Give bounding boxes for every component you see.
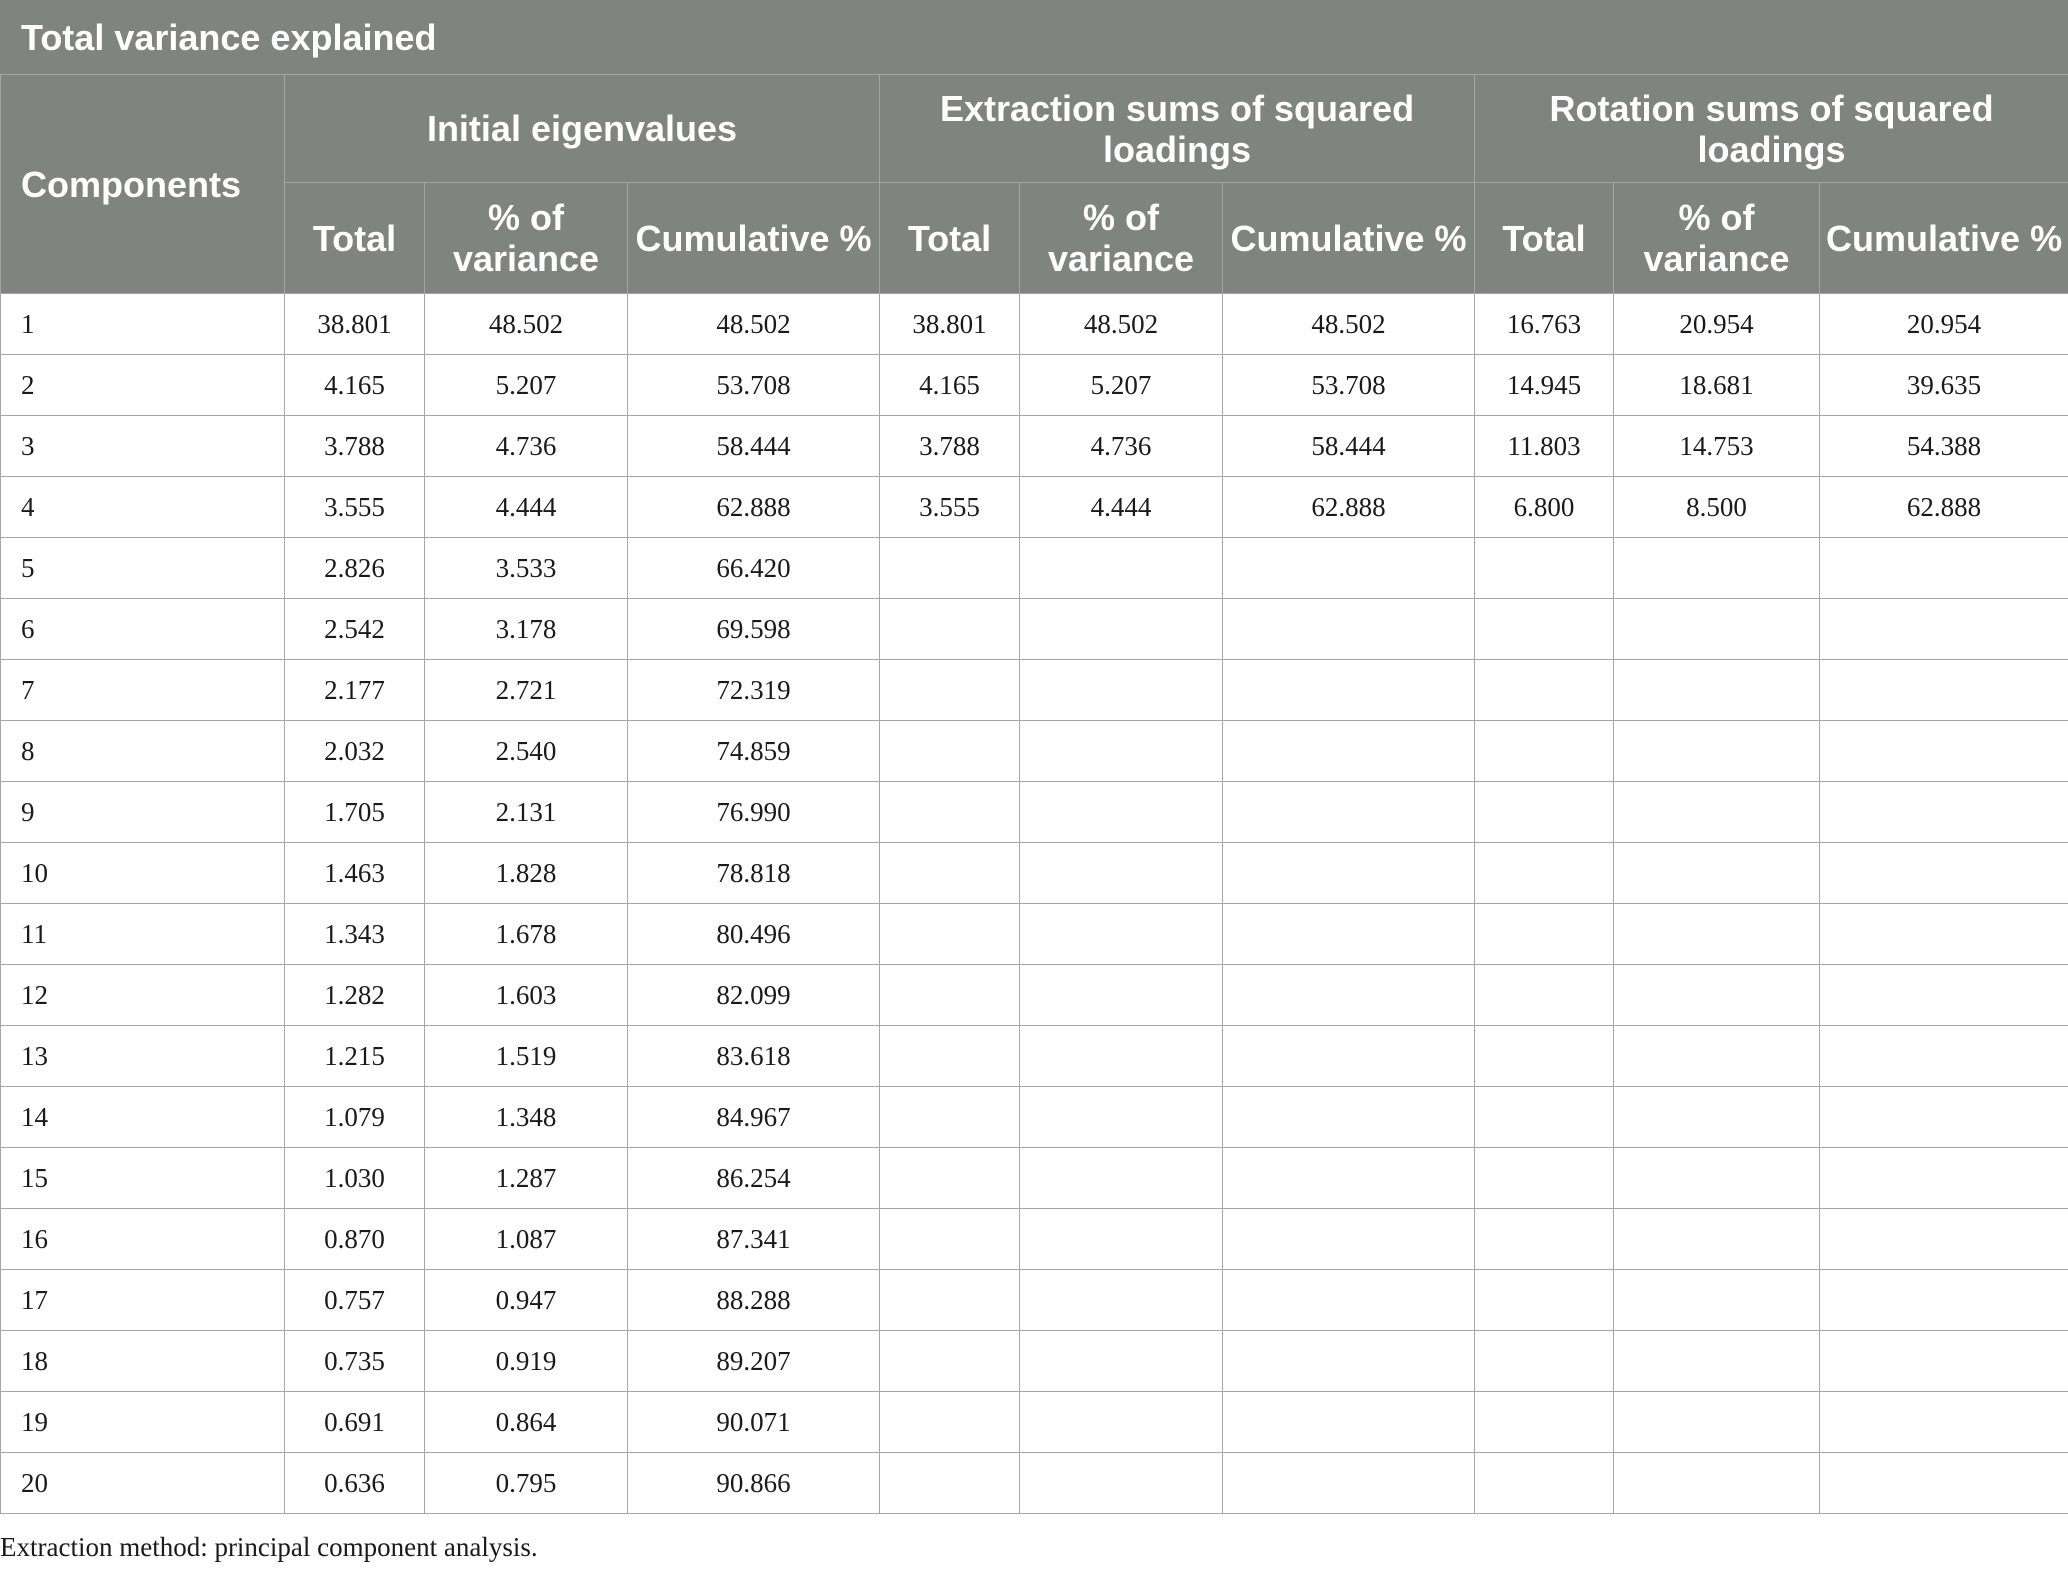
extraction-variance-cell — [1020, 1392, 1223, 1453]
rotation-total-cell — [1475, 660, 1614, 721]
initial-variance-cell: 1.287 — [425, 1148, 628, 1209]
table-row — [1, 660, 2068, 721]
rotation-variance-cell — [1614, 1392, 1820, 1453]
table-row — [1, 1453, 2068, 1514]
rotation-cumulative-cell — [1820, 538, 2068, 599]
rotation-total-cell: 6.800 — [1475, 477, 1614, 538]
rotation-cumulative-cell — [1820, 1209, 2068, 1270]
table-row — [1, 355, 2068, 416]
rotation-variance-cell — [1614, 1453, 1820, 1514]
initial-variance-cell: 2.131 — [425, 782, 628, 843]
component-cell: 2 — [1, 355, 285, 416]
table-row — [1, 1209, 2068, 1270]
initial-variance-cell: 2.721 — [425, 660, 628, 721]
component-cell: 20 — [1, 1453, 285, 1514]
rotation-total-cell — [1475, 965, 1614, 1026]
initial-total-cell: 0.636 — [285, 1453, 425, 1514]
extraction-cumulative-cell — [1223, 904, 1475, 965]
extraction-variance-cell — [1020, 904, 1223, 965]
extraction-total-cell: 3.555 — [880, 477, 1020, 538]
initial-cumulative-cell: 69.598 — [628, 599, 880, 660]
extraction-variance-cell: 4.444 — [1020, 477, 1223, 538]
extraction-cumulative-cell — [1223, 1087, 1475, 1148]
extraction-cumulative-cell — [1223, 538, 1475, 599]
extraction-total-cell — [880, 1392, 1020, 1453]
component-cell: 16 — [1, 1209, 285, 1270]
extraction-cumulative-cell — [1223, 1270, 1475, 1331]
initial-eigenvalues-header: Initial eigenvalues — [285, 75, 880, 183]
rotation-cumulative-cell: 62.888 — [1820, 477, 2068, 538]
extraction-variance-cell — [1020, 721, 1223, 782]
component-cell: 5 — [1, 538, 285, 599]
initial-cumulative-cell: 72.319 — [628, 660, 880, 721]
extraction-total-cell — [880, 965, 1020, 1026]
component-cell: 18 — [1, 1331, 285, 1392]
initial-total-cell: 0.757 — [285, 1270, 425, 1331]
rotation-variance-cell — [1614, 965, 1820, 1026]
initial-total-cell: 3.788 — [285, 416, 425, 477]
rotation-cumulative-header: Cumulative % — [1820, 183, 2068, 294]
rotation-variance-cell — [1614, 538, 1820, 599]
initial-variance-cell: 2.540 — [425, 721, 628, 782]
initial-total-cell: 2.177 — [285, 660, 425, 721]
initial-cumulative-header: Cumulative % — [628, 183, 880, 294]
component-cell: 4 — [1, 477, 285, 538]
extraction-cumulative-cell — [1223, 721, 1475, 782]
initial-cumulative-cell: 83.618 — [628, 1026, 880, 1087]
initial-cumulative-cell: 90.866 — [628, 1453, 880, 1514]
extraction-total-cell: 38.801 — [880, 294, 1020, 355]
component-cell: 9 — [1, 782, 285, 843]
rotation-cumulative-cell — [1820, 1453, 2068, 1514]
table-row — [1, 782, 2068, 843]
initial-variance-cell: 1.087 — [425, 1209, 628, 1270]
table-row — [1, 1148, 2068, 1209]
extraction-cumulative-cell — [1223, 1392, 1475, 1453]
rotation-variance-cell — [1614, 1209, 1820, 1270]
extraction-variance-cell — [1020, 538, 1223, 599]
rotation-total-header: Total — [1475, 183, 1614, 294]
rotation-total-cell — [1475, 1270, 1614, 1331]
rotation-cumulative-cell — [1820, 904, 2068, 965]
rotation-variance-cell — [1614, 1270, 1820, 1331]
initial-total-cell: 0.735 — [285, 1331, 425, 1392]
extraction-cumulative-cell — [1223, 660, 1475, 721]
rotation-total-cell — [1475, 721, 1614, 782]
initial-cumulative-cell: 58.444 — [628, 416, 880, 477]
rotation-variance-cell: 14.753 — [1614, 416, 1820, 477]
extraction-total-cell — [880, 1026, 1020, 1087]
extraction-total-cell — [880, 782, 1020, 843]
initial-cumulative-cell: 53.708 — [628, 355, 880, 416]
initial-variance-cell: 1.603 — [425, 965, 628, 1026]
extraction-variance-cell — [1020, 1270, 1223, 1331]
rotation-variance-cell: 18.681 — [1614, 355, 1820, 416]
component-cell: 7 — [1, 660, 285, 721]
extraction-total-cell — [880, 1148, 1020, 1209]
initial-variance-cell: 4.736 — [425, 416, 628, 477]
extraction-cumulative-cell: 62.888 — [1223, 477, 1475, 538]
rotation-total-cell — [1475, 843, 1614, 904]
extraction-variance-cell: 48.502 — [1020, 294, 1223, 355]
component-cell: 10 — [1, 843, 285, 904]
rotation-total-cell — [1475, 782, 1614, 843]
rotation-total-cell — [1475, 538, 1614, 599]
rotation-cumulative-cell — [1820, 1270, 2068, 1331]
rotation-variance-cell — [1614, 1026, 1820, 1087]
extraction-variance-cell — [1020, 843, 1223, 904]
initial-total-cell: 1.079 — [285, 1087, 425, 1148]
footnote: Extraction method: principal component analysis. — [0, 1532, 538, 1562]
rotation-variance-cell — [1614, 782, 1820, 843]
rotation-cumulative-cell: 39.635 — [1820, 355, 2068, 416]
initial-variance-cell: 3.533 — [425, 538, 628, 599]
table-row — [1, 1087, 2068, 1148]
rotation-variance-cell: 20.954 — [1614, 294, 1820, 355]
rotation-total-cell — [1475, 1331, 1614, 1392]
component-cell: 14 — [1, 1087, 285, 1148]
table-row — [1, 599, 2068, 660]
extraction-cumulative-cell: 48.502 — [1223, 294, 1475, 355]
initial-total-cell: 2.032 — [285, 721, 425, 782]
extraction-cumulative-cell — [1223, 965, 1475, 1026]
rotation-total-cell — [1475, 1392, 1614, 1453]
extraction-cumulative-cell — [1223, 1331, 1475, 1392]
initial-variance-cell: 0.919 — [425, 1331, 628, 1392]
rotation-cumulative-cell — [1820, 1026, 2068, 1087]
rotation-cumulative-cell — [1820, 965, 2068, 1026]
initial-variance-cell: 5.207 — [425, 355, 628, 416]
extraction-variance-header: % of variance — [1020, 183, 1223, 294]
rotation-variance-header: % of variance — [1614, 183, 1820, 294]
rotation-sums-header: Rotation sums of squared loadings — [1475, 75, 2068, 183]
initial-variance-cell: 0.795 — [425, 1453, 628, 1514]
initial-total-cell: 3.555 — [285, 477, 425, 538]
extraction-variance-cell: 5.207 — [1020, 355, 1223, 416]
table-row — [1, 1026, 2068, 1087]
extraction-cumulative-header: Cumulative % — [1223, 183, 1475, 294]
extraction-variance-cell — [1020, 965, 1223, 1026]
extraction-variance-cell — [1020, 1331, 1223, 1392]
rotation-total-cell: 16.763 — [1475, 294, 1614, 355]
extraction-cumulative-cell — [1223, 1148, 1475, 1209]
component-cell: 11 — [1, 904, 285, 965]
component-cell: 12 — [1, 965, 285, 1026]
extraction-cumulative-cell — [1223, 843, 1475, 904]
initial-variance-cell: 1.678 — [425, 904, 628, 965]
rotation-cumulative-cell — [1820, 660, 2068, 721]
extraction-total-cell — [880, 1270, 1020, 1331]
initial-total-cell: 1.343 — [285, 904, 425, 965]
table-row — [1, 721, 2068, 782]
initial-cumulative-cell: 62.888 — [628, 477, 880, 538]
initial-variance-cell: 1.348 — [425, 1087, 628, 1148]
initial-total-cell: 1.705 — [285, 782, 425, 843]
component-cell: 19 — [1, 1392, 285, 1453]
rotation-total-cell — [1475, 904, 1614, 965]
initial-variance-cell: 48.502 — [425, 294, 628, 355]
rotation-variance-cell — [1614, 843, 1820, 904]
initial-total-cell: 2.826 — [285, 538, 425, 599]
extraction-total-header: Total — [880, 183, 1020, 294]
initial-variance-cell: 0.864 — [425, 1392, 628, 1453]
extraction-variance-cell: 4.736 — [1020, 416, 1223, 477]
initial-total-cell: 1.282 — [285, 965, 425, 1026]
rotation-cumulative-cell — [1820, 599, 2068, 660]
extraction-variance-cell — [1020, 1026, 1223, 1087]
initial-total-cell: 0.691 — [285, 1392, 425, 1453]
rotation-variance-cell — [1614, 1148, 1820, 1209]
extraction-cumulative-cell — [1223, 1453, 1475, 1514]
rotation-cumulative-cell: 20.954 — [1820, 294, 2068, 355]
initial-cumulative-cell: 90.071 — [628, 1392, 880, 1453]
extraction-cumulative-cell — [1223, 599, 1475, 660]
extraction-total-cell — [880, 843, 1020, 904]
table-row — [1, 904, 2068, 965]
component-cell: 17 — [1, 1270, 285, 1331]
table-row — [1, 477, 2068, 538]
extraction-total-cell: 4.165 — [880, 355, 1020, 416]
extraction-total-cell — [880, 1087, 1020, 1148]
component-cell: 13 — [1, 1026, 285, 1087]
extraction-cumulative-cell — [1223, 1209, 1475, 1270]
table-title: Total variance explained — [1, 1, 2068, 75]
initial-total-cell: 1.463 — [285, 843, 425, 904]
extraction-variance-cell — [1020, 660, 1223, 721]
extraction-variance-cell — [1020, 1148, 1223, 1209]
extraction-variance-cell — [1020, 782, 1223, 843]
extraction-cumulative-cell: 58.444 — [1223, 416, 1475, 477]
component-cell: 3 — [1, 416, 285, 477]
rotation-total-cell — [1475, 599, 1614, 660]
component-cell: 15 — [1, 1148, 285, 1209]
rotation-variance-cell — [1614, 904, 1820, 965]
extraction-total-cell — [880, 721, 1020, 782]
table-row — [1, 843, 2068, 904]
extraction-total-cell — [880, 1331, 1020, 1392]
rotation-total-cell — [1475, 1087, 1614, 1148]
initial-variance-header: % of variance — [425, 183, 628, 294]
initial-variance-cell: 3.178 — [425, 599, 628, 660]
table-row — [1, 965, 2068, 1026]
initial-variance-cell: 1.519 — [425, 1026, 628, 1087]
initial-total-cell: 2.542 — [285, 599, 425, 660]
initial-cumulative-cell: 80.496 — [628, 904, 880, 965]
extraction-variance-cell — [1020, 1209, 1223, 1270]
initial-variance-cell: 1.828 — [425, 843, 628, 904]
extraction-variance-cell — [1020, 1453, 1223, 1514]
table-body — [1, 294, 2068, 1514]
rotation-variance-cell — [1614, 599, 1820, 660]
extraction-total-cell: 3.788 — [880, 416, 1020, 477]
initial-cumulative-cell: 78.818 — [628, 843, 880, 904]
rotation-cumulative-cell — [1820, 1392, 2068, 1453]
initial-variance-cell: 0.947 — [425, 1270, 628, 1331]
initial-cumulative-cell: 89.207 — [628, 1331, 880, 1392]
initial-total-cell: 38.801 — [285, 294, 425, 355]
initial-cumulative-cell: 82.099 — [628, 965, 880, 1026]
extraction-variance-cell — [1020, 599, 1223, 660]
initial-total-cell: 1.215 — [285, 1026, 425, 1087]
initial-cumulative-cell: 74.859 — [628, 721, 880, 782]
component-cell: 1 — [1, 294, 285, 355]
rotation-cumulative-cell — [1820, 843, 2068, 904]
initial-cumulative-cell: 86.254 — [628, 1148, 880, 1209]
initial-total-cell: 4.165 — [285, 355, 425, 416]
initial-cumulative-cell: 66.420 — [628, 538, 880, 599]
table-header — [1, 1, 2068, 294]
table-row — [1, 1331, 2068, 1392]
rotation-total-cell — [1475, 1026, 1614, 1087]
table-row — [1, 1270, 2068, 1331]
rotation-variance-cell — [1614, 1087, 1820, 1148]
table-row — [1, 294, 2068, 355]
rotation-variance-cell — [1614, 1331, 1820, 1392]
rotation-cumulative-cell — [1820, 782, 2068, 843]
extraction-total-cell — [880, 1453, 1020, 1514]
extraction-total-cell — [880, 538, 1020, 599]
rotation-variance-cell — [1614, 660, 1820, 721]
rotation-total-cell — [1475, 1148, 1614, 1209]
initial-cumulative-cell: 48.502 — [628, 294, 880, 355]
rotation-total-cell: 14.945 — [1475, 355, 1614, 416]
table-row — [1, 416, 2068, 477]
rotation-cumulative-cell — [1820, 721, 2068, 782]
extraction-total-cell — [880, 660, 1020, 721]
rotation-cumulative-cell — [1820, 1148, 2068, 1209]
extraction-total-cell — [880, 1209, 1020, 1270]
rotation-total-cell — [1475, 1209, 1614, 1270]
initial-total-cell: 0.870 — [285, 1209, 425, 1270]
extraction-variance-cell — [1020, 1087, 1223, 1148]
initial-cumulative-cell: 88.288 — [628, 1270, 880, 1331]
rotation-variance-cell — [1614, 721, 1820, 782]
extraction-cumulative-cell — [1223, 1026, 1475, 1087]
components-header: Components — [1, 75, 285, 294]
extraction-sums-header: Extraction sums of squared loadings — [880, 75, 1475, 183]
initial-total-cell: 1.030 — [285, 1148, 425, 1209]
initial-variance-cell: 4.444 — [425, 477, 628, 538]
rotation-cumulative-cell — [1820, 1087, 2068, 1148]
extraction-total-cell — [880, 599, 1020, 660]
rotation-cumulative-cell: 54.388 — [1820, 416, 2068, 477]
rotation-total-cell — [1475, 1453, 1614, 1514]
table-row — [1, 538, 2068, 599]
initial-cumulative-cell: 76.990 — [628, 782, 880, 843]
initial-cumulative-cell: 87.341 — [628, 1209, 880, 1270]
rotation-variance-cell: 8.500 — [1614, 477, 1820, 538]
table-row — [1, 1392, 2068, 1453]
initial-total-header: Total — [285, 183, 425, 294]
initial-cumulative-cell: 84.967 — [628, 1087, 880, 1148]
extraction-cumulative-cell: 53.708 — [1223, 355, 1475, 416]
extraction-cumulative-cell — [1223, 782, 1475, 843]
component-cell: 6 — [1, 599, 285, 660]
rotation-cumulative-cell — [1820, 1331, 2068, 1392]
component-cell: 8 — [1, 721, 285, 782]
rotation-total-cell: 11.803 — [1475, 416, 1614, 477]
extraction-total-cell — [880, 904, 1020, 965]
